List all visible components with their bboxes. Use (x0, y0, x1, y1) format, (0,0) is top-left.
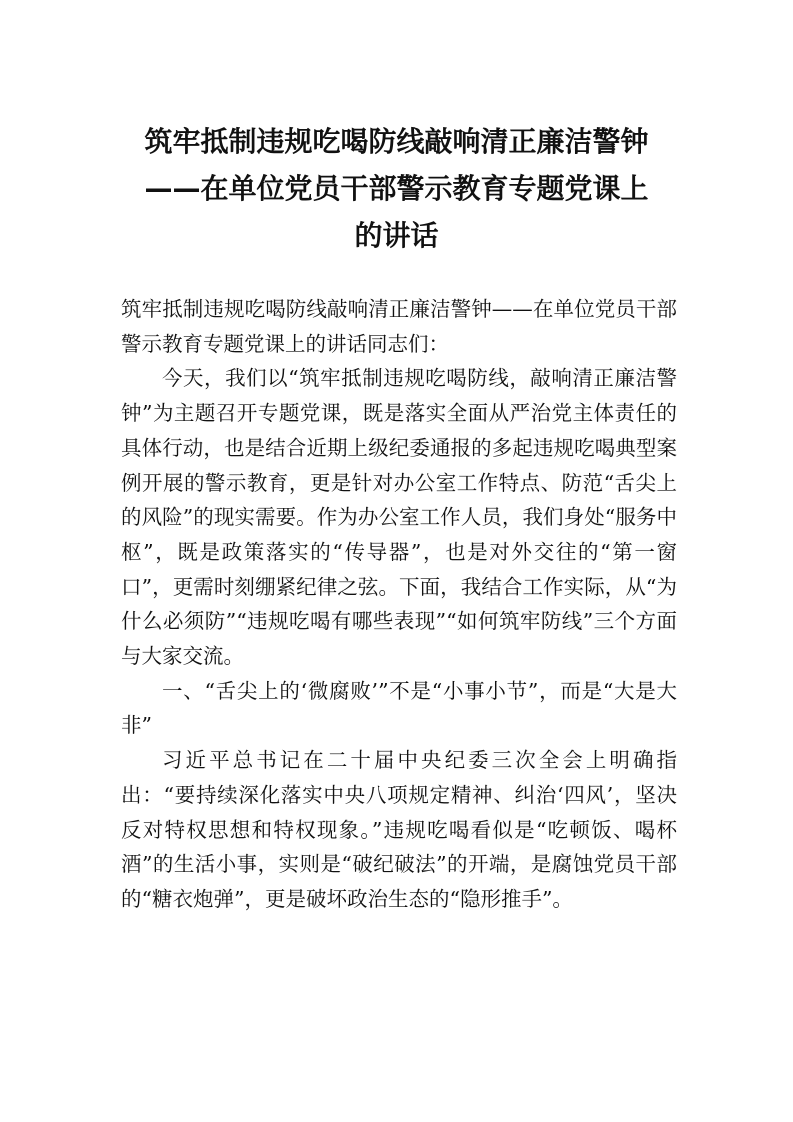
intro-paragraph: 今天，我们以“筑牢抵制违规吃喝防线，敲响清正廉洁警钟”为主题召开专题党课，既是落实全面从严治党主体责任的具体行动，也是结合近期上级纪委通报的多起违规吃喝典型案例开展的警示教育，更是针对办公室工作特点、防范“舌尖上的风险”的现实需要。作为办公室工作人员，我们身处“服务中枢”，既是政策落实的“传导器”，也是对外交往的“第一窗口”，更需时刻绷紧纪律之弦。下面，我结合工作实际，从“为什么必须防”“违规吃喝有哪些表现”“如何筑牢防线”三个方面与大家交流。 (121, 366, 677, 669)
section-heading-1: 一、“舌尖上的‘微腐败’”不是“小事小节”，而是“大是大非” (121, 678, 677, 738)
title-line-3: 的讲话 (354, 219, 439, 252)
document-title (100, 118, 693, 259)
title-line-2: ——在单位党员干部警示教育专题党课上 (144, 172, 649, 205)
opening-paragraph: 筑牢抵制违规吃喝防线敲响清正廉洁警钟——在单位党员干部警示教育专题党课上的讲话同志们： (121, 297, 677, 356)
section-paragraph-1: 习近平总书记在二十届中央纪委三次全会上明确指出：“要持续深化落实中央八项规定精神、纠治‘四风’，坚决反对特权思想和特权现象。”违规吃喝看似是“吃顿饭、喝杯酒”的生活小事，实则是“破纪破法”的开端，是腐蚀党员干部的“糖衣炮弹”，更是破坏政治生态的“隐形推手”。 (121, 748, 677, 911)
title-line-1: 筑牢抵制违规吃喝防线敲响清正廉洁警钟 (144, 125, 649, 158)
document-body (121, 292, 677, 917)
